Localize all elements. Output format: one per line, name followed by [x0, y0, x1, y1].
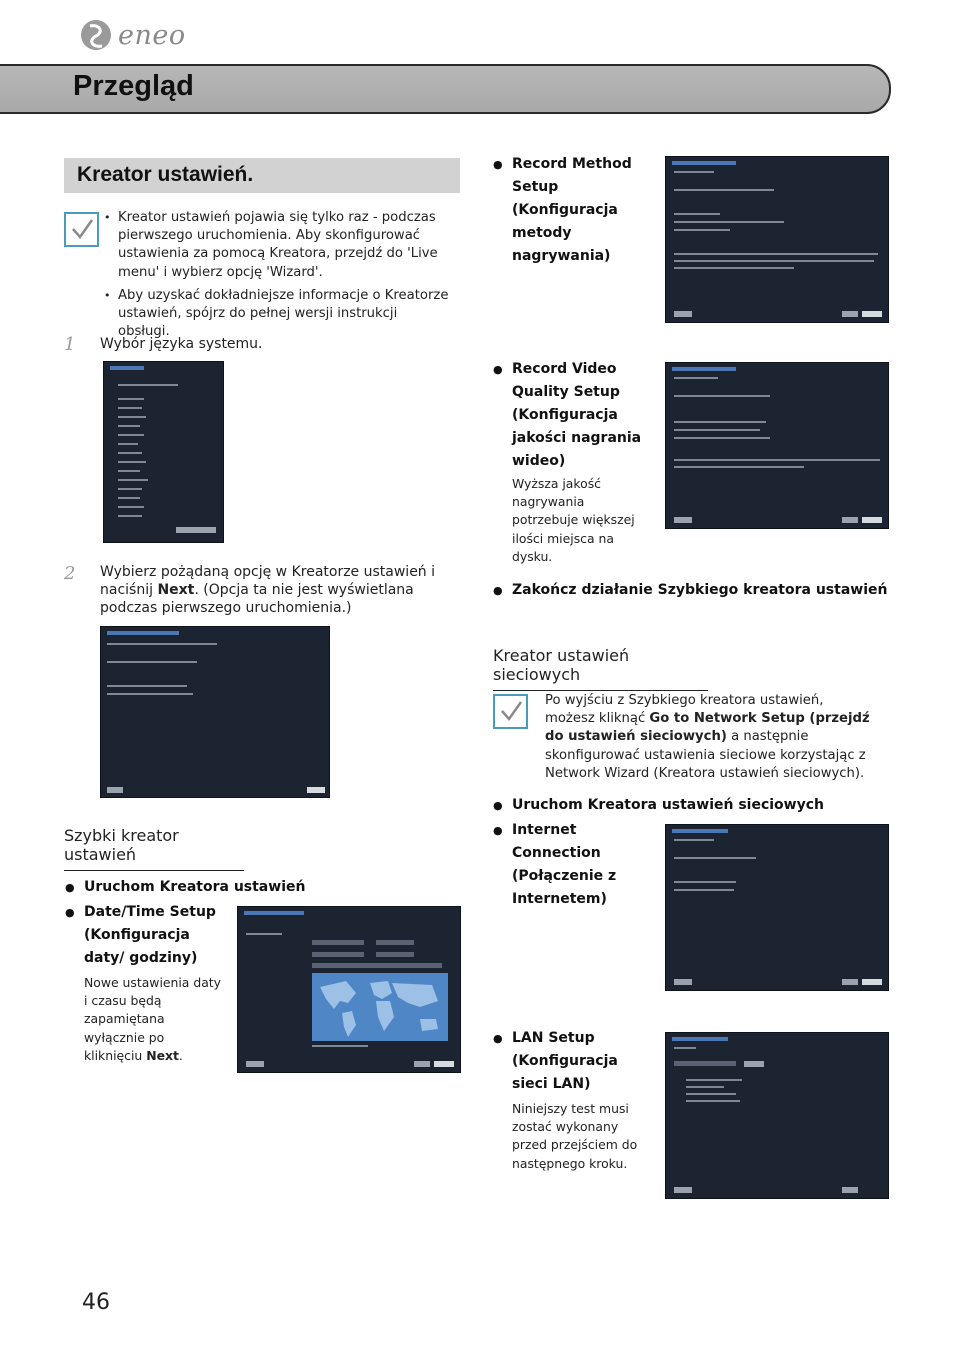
step-2-next-bold: Next — [157, 582, 195, 598]
record-method-bullet — [493, 153, 642, 268]
lan-note: Niniejszy test musi zostać wykonany przed przejściem do następnego kroku. — [512, 1101, 638, 1171]
bullet-dot-icon: ● — [493, 824, 503, 837]
run-network-wizard-label: Uruchom Kreatora ustawień sieciowych — [512, 797, 824, 813]
step-1-text: Wybór języka systemu. — [100, 336, 263, 352]
network-note-part: a następnie skonfigurować ustawienia sieciowe korzystając z Network Wizard (Kreatora ustawień sieciowych). — [545, 729, 866, 781]
language-screenshot — [103, 361, 224, 543]
network-wizard-heading: Kreator ustawień sieciowych — [493, 646, 708, 691]
intro-notes — [100, 209, 452, 346]
network-note-part: Po wyjściu z Szybkiego kreatora ustawień, możesz kliknąć — [545, 693, 824, 727]
datetime-note-part: . — [178, 1047, 183, 1063]
bullet-dot-icon: ● — [493, 363, 503, 376]
record-quality-label: Record Video Quality Setup (Konfiguracja jakości nagrania wideo) — [512, 361, 642, 469]
internet-bullet — [493, 819, 642, 911]
datetime-note — [84, 974, 224, 1065]
step-2-number: 2 — [64, 563, 76, 584]
record-quality-note: Wyższa jakość nagrywania potrzebuje większej ilości miejsca na dysku. — [512, 476, 635, 564]
datetime-screenshot — [237, 906, 461, 1073]
datetime-bullet — [65, 901, 224, 970]
lan-screenshot — [665, 1032, 889, 1199]
finish-wizard-label: Zakończ działanie Szybkiego kreatora ustawień — [512, 582, 888, 598]
lan-bullet — [493, 1027, 647, 1096]
datetime-note-part: Nowe ustawienia daty i czasu będą zapamiętana wyłącznie po kliknięciu — [84, 975, 221, 1063]
eneo-logo-mark-icon — [80, 16, 114, 54]
page-title: Przegląd — [73, 70, 194, 102]
step-2-text-part: . (Opcja ta nie jest wyświetlana podczas pierwszego uruchomienia.) — [100, 582, 414, 616]
network-wizard-note — [545, 692, 875, 783]
run-wizard-bullet — [65, 876, 306, 899]
finish-wizard-bullet — [493, 579, 888, 602]
datetime-label: Date/Time Setup (Konfiguracja daty/ godziny) — [84, 904, 216, 966]
step-1-number: 1 — [64, 334, 76, 355]
record-method-screenshot — [665, 156, 889, 323]
record-method-label: Record Method Setup (Konfiguracja metody nagrywania) — [512, 156, 632, 264]
setup-option-screenshot — [100, 626, 330, 798]
intro-note-2: • Aby uzyskać dokładniejsze informacje o Kreatorze ustawień, spójrz do pełnej wersji instrukcji obsługi. — [100, 287, 452, 342]
checkmark-icon — [493, 694, 528, 729]
quick-wizard-heading: Szybki kreator ustawień — [64, 826, 244, 871]
record-quality-bullet — [493, 358, 642, 473]
bullet-dot-icon: ● — [493, 158, 503, 171]
step-2-text — [100, 563, 456, 617]
record-quality-screenshot — [665, 362, 889, 529]
eneo-logo — [80, 16, 186, 54]
bullet-dot-icon: ● — [65, 881, 75, 894]
intro-note-1: • Kreator ustawień pojawia się tylko raz - podczas pierwszego uruchomienia. Aby skonfigurować ustawienia za pomocą Kreatora, przejdź do 'Live menu' i wybierz opcję 'Wizard'. — [100, 209, 452, 282]
step-2-text-part: Wybierz pożądaną opcję w Kreatorze ustawień i naciśnij — [100, 564, 436, 598]
brand-name: eneo — [118, 19, 186, 51]
bullet-dot-icon: ● — [493, 584, 503, 597]
datetime-note-bold: Next — [146, 1047, 179, 1063]
page-number: 46 — [82, 1290, 110, 1315]
world-map — [312, 973, 448, 1041]
run-network-wizard-bullet — [493, 794, 824, 817]
bullet-dot-icon: ● — [493, 799, 503, 812]
bullet-dot-icon: ● — [65, 906, 75, 919]
section-title: Kreator ustawień. — [77, 163, 254, 186]
bullet-dot-icon: ● — [493, 1032, 503, 1045]
network-note-bold: Go to Network Setup (przejdź do ustawień sieciowych) — [545, 711, 870, 745]
lan-label: LAN Setup (Konfiguracja sieci LAN) — [512, 1030, 618, 1092]
checkmark-icon — [64, 212, 99, 247]
internet-screenshot — [665, 824, 889, 991]
internet-label: Internet Connection (Połączenie z Internetem) — [512, 822, 617, 907]
run-wizard-label: Uruchom Kreatora ustawień — [84, 879, 306, 895]
